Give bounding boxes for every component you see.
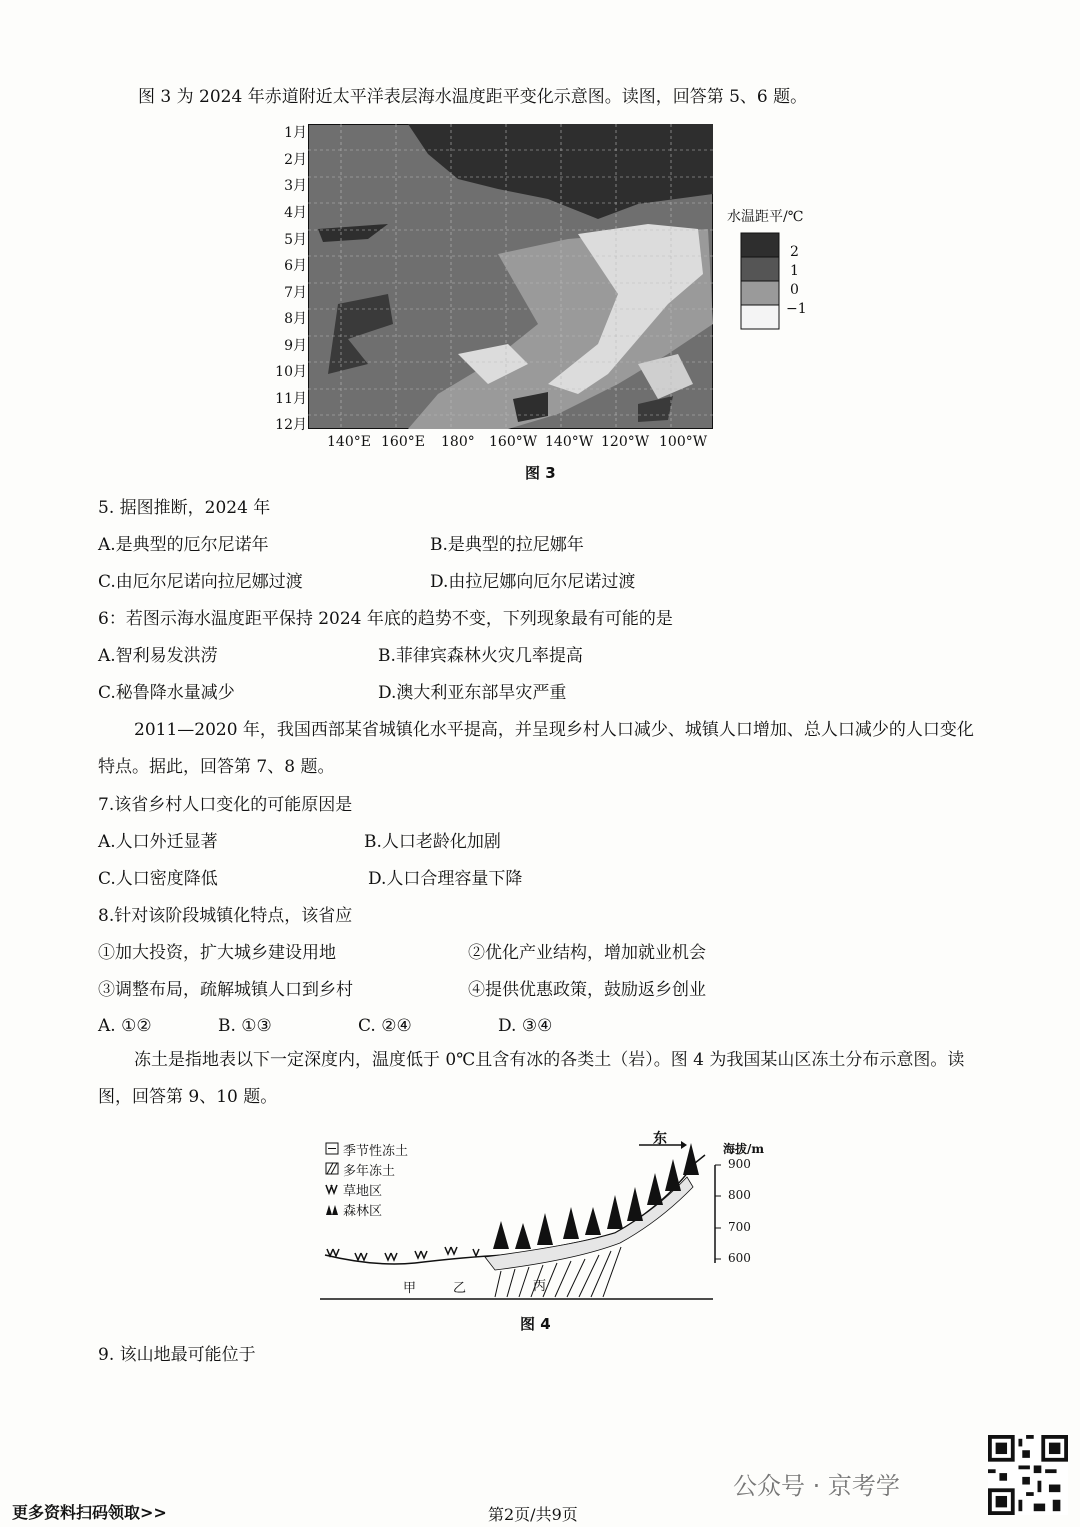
q8-option-c: C. ②④ [358,1016,412,1036]
point-bing: 丙 [533,1279,547,1294]
legend-value: 0 [790,282,799,298]
q8-option-d: D. ③④ [498,1016,553,1036]
figure3-intro: 图 3 为 2024 年赤道附近太平洋表层海水温度距平变化示意图。读图，回答第 5、6 题。 [138,87,808,107]
altitude-tick: 700 [728,1220,751,1234]
legend-value: −1 [786,301,807,317]
direction-east-label: 东 [653,1131,667,1147]
altitude-tick: 800 [728,1188,751,1202]
legend-permafrost: 多年冻土 [343,1164,396,1179]
q5-option-a: A.是典型的厄尔尼诺年 [98,535,269,555]
q9-stem: 9. 该山地最可能位于 [98,1345,256,1365]
month-label: 11月 [275,391,307,407]
q5-option-d: D.由拉尼娜向厄尔尼诺过渡 [430,572,636,592]
q7-option-b: B.人口老龄化加剧 [364,832,501,852]
q7-option-a: A.人口外迁显著 [98,832,218,852]
month-label: 10月 [275,364,307,380]
figure3-caption: 图 3 [525,464,556,482]
altitude-axis-label: 海拔/m [723,1142,765,1156]
wechat-watermark: 公众号 · 京考学 [733,1472,900,1500]
legend-title: 水温距平/℃ [727,209,804,225]
month-label: 3月 [284,178,307,194]
q5-stem: 5. 据图推断，2024 年 [98,498,271,518]
footer-scan-link[interactable]: 更多资料扫码领取>> [12,1503,167,1522]
q7-option-d: D.人口合理容量下降 [368,869,523,889]
month-label: 7月 [284,285,307,301]
q6-option-a: A.智利易发洪涝 [98,646,218,666]
altitude-tick: 900 [728,1157,751,1171]
longitude-label: 120°W [601,434,650,450]
q7-stem: 7.该省乡村人口变化的可能原因是 [98,795,353,815]
altitude-tick: 600 [728,1251,751,1265]
month-label: 5月 [284,232,307,248]
longitude-label: 140°E [327,434,371,450]
qr-code-icon[interactable] [988,1435,1068,1515]
q6-stem: 6：若图示海水温度距平保持 2024 年底的趋势不变，下列现象最有可能的是 [98,609,673,629]
legend-value: 2 [790,244,799,260]
month-label: 1月 [284,125,307,141]
longitude-label: 180° [441,434,475,450]
q9-10-intro: 冻土是指地表以下一定深度内，温度低于 0℃且含有冰的各类土（岩）。图 4 为我国某山区冻土分布示意图。读图，回答第 9、10 题。 [98,1050,965,1107]
q8-statement-4: ④提供优惠政策，鼓励返乡创业 [468,980,706,1000]
figure4-permafrost-diagram [315,1125,775,1310]
page-number: 第2页/共9页 [488,1505,578,1524]
month-label: 6月 [284,258,307,274]
q7-8-intro: 2011—2020 年，我国西部某省城镇化水平提高，并呈现乡村人口减少、城镇人口增加、总人口减少的人口变化特点。据此，回答第 7、8 题。 [98,720,974,777]
month-label: 8月 [284,311,307,327]
longitude-label: 160°W [489,434,538,450]
legend-value: 1 [790,263,799,279]
figure3-sst-anomaly-map [275,118,725,458]
q5-option-c: C.由厄尔尼诺向拉尼娜过渡 [98,572,303,592]
q8-option-b: B. ①③ [218,1016,272,1036]
legend-colorbar [740,232,780,330]
q8-option-a: A. ①② [98,1016,152,1036]
longitude-label: 140°W [545,434,594,450]
month-label: 9月 [284,338,307,354]
q8-stem: 8.针对该阶段城镇化特点，该省应 [98,906,353,926]
q8-statement-3: ③调整布局，疏解城镇人口到乡村 [98,980,353,1000]
legend-grassland: 草地区 [343,1184,383,1199]
q7-option-c: C.人口密度降低 [98,869,218,889]
q5-option-b: B.是典型的拉尼娜年 [430,535,584,555]
figure4-caption: 图 4 [520,1315,551,1333]
anomaly-map-plot [308,124,713,429]
month-label: 4月 [284,205,307,221]
q6-option-c: C.秘鲁降水量减少 [98,683,235,703]
point-jia: 甲 [403,1281,417,1296]
legend-seasonal-frozen-soil: 季节性冻土 [343,1144,409,1159]
longitude-label: 160°E [381,434,425,450]
q8-statement-1: ①加大投资，扩大城乡建设用地 [98,943,336,963]
q8-statement-2: ②优化产业结构，增加就业机会 [468,943,706,963]
month-label: 2月 [284,152,307,168]
legend-forest: 森林区 [343,1204,383,1219]
q6-option-b: B.菲律宾森林火灾几率提高 [378,646,583,666]
point-yi: 乙 [453,1281,467,1296]
month-label: 12月 [275,417,307,433]
q6-option-d: D.澳大利亚东部旱灾严重 [378,683,567,703]
longitude-label: 100°W [659,434,708,450]
